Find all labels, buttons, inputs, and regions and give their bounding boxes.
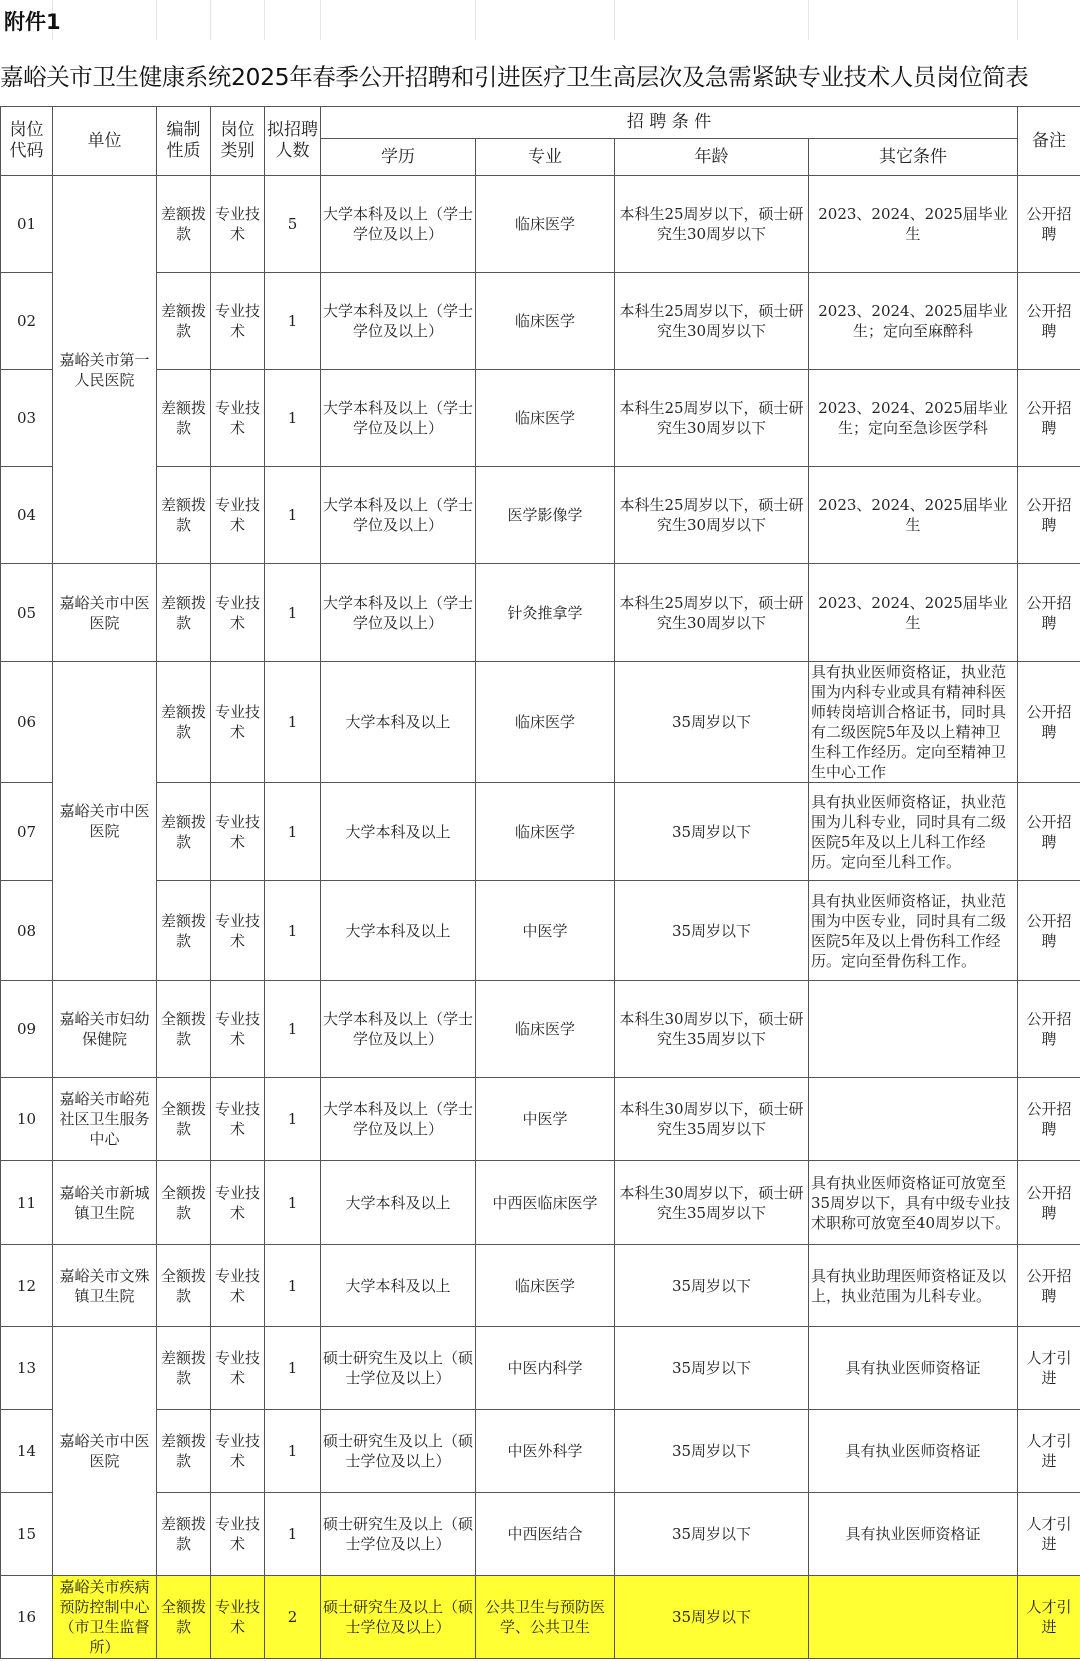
table-row — [1, 370, 1080, 467]
cell-count: 1 — [265, 1493, 321, 1576]
cell-category: 专业技术 — [211, 1161, 265, 1245]
cell-major: 临床医学 — [476, 981, 615, 1078]
cell-remark: 人才引进 — [1018, 1327, 1080, 1410]
cell-age: 35周岁以下 — [615, 1327, 809, 1410]
cell-remark: 人才引进 — [1018, 1410, 1080, 1493]
positions-table — [0, 106, 1080, 1659]
table-row — [1, 564, 1080, 662]
cell-count: 1 — [265, 1410, 321, 1493]
cell-education: 大学本科及以上（学士学位及以上） — [321, 1078, 476, 1161]
cell-remark: 人才引进 — [1018, 1493, 1080, 1576]
cell-other: 具有执业医师资格证，执业范围为儿科专业，同时具有二级医院5年及以上儿科工作经历。定向至儿科工作。 — [809, 783, 1018, 881]
cell-major: 针灸推拿学 — [476, 564, 615, 662]
cell-category: 专业技术 — [211, 783, 265, 881]
table-row — [1, 176, 1080, 273]
cell-education: 大学本科及以上（学士学位及以上） — [321, 370, 476, 467]
cell-other: 具有执业医师资格证 — [809, 1327, 1018, 1410]
cell-other: 2023、2024、2025届毕业生 — [809, 564, 1018, 662]
cell-nature: 全额拨款 — [157, 1161, 211, 1245]
cell-count: 1 — [265, 1327, 321, 1410]
table-row — [1, 662, 1080, 783]
cell-category: 专业技术 — [211, 1078, 265, 1161]
cell-code: 05 — [1, 564, 53, 662]
table-row — [1, 1576, 1080, 1659]
cell-remark: 公开招聘 — [1018, 1161, 1080, 1245]
cell-age: 35周岁以下 — [615, 783, 809, 881]
table-row — [1, 467, 1080, 564]
cell-education: 硕士研究生及以上（硕士学位及以上） — [321, 1327, 476, 1410]
table-row — [1, 1161, 1080, 1245]
cell-category: 专业技术 — [211, 1327, 265, 1410]
cell-nature: 差额拨款 — [157, 273, 211, 370]
cell-count: 1 — [265, 1078, 321, 1161]
header-remark: 备注 — [1018, 107, 1080, 176]
cell-unit: 嘉峪关市中医医院 — [53, 564, 157, 662]
cell-major: 临床医学 — [476, 662, 615, 783]
cell-other: 2023、2024、2025届毕业生 — [809, 467, 1018, 564]
cell-age: 本科生30周岁以下，硕士研究生35周岁以下 — [615, 981, 809, 1078]
cell-remark: 公开招聘 — [1018, 783, 1080, 881]
page-title: 嘉峪关市卫生健康系统2025年春季公开招聘和引进医疗卫生高层次及急需紧缺专业技术人员岗位简表 — [0, 63, 1029, 91]
cell-other — [809, 981, 1018, 1078]
cell-unit: 嘉峪关市峪苑社区卫生服务中心 — [53, 1078, 157, 1161]
cell-category: 专业技术 — [211, 1410, 265, 1493]
cell-count: 1 — [265, 783, 321, 881]
cell-nature: 差额拨款 — [157, 176, 211, 273]
cell-education: 硕士研究生及以上（硕士学位及以上） — [321, 1410, 476, 1493]
cell-code: 13 — [1, 1327, 53, 1410]
table-row — [1, 783, 1080, 881]
cell-age: 本科生25周岁以下，硕士研究生30周岁以下 — [615, 176, 809, 273]
cell-other: 具有执业医师资格证 — [809, 1493, 1018, 1576]
cell-age: 本科生25周岁以下，硕士研究生30周岁以下 — [615, 370, 809, 467]
cell-code: 15 — [1, 1493, 53, 1576]
cell-category: 专业技术 — [211, 176, 265, 273]
cell-major: 中西医结合 — [476, 1493, 615, 1576]
cell-nature: 差额拨款 — [157, 881, 211, 981]
cell-other: 具有执业医师资格证 — [809, 1410, 1018, 1493]
cell-major: 中医外科学 — [476, 1410, 615, 1493]
cell-code: 06 — [1, 662, 53, 783]
cell-nature: 全额拨款 — [157, 1576, 211, 1659]
table-row — [1, 1245, 1080, 1327]
cell-remark: 公开招聘 — [1018, 1245, 1080, 1327]
cell-unit: 嘉峪关市第一人民医院 — [53, 176, 157, 564]
cell-major: 中医学 — [476, 1078, 615, 1161]
cell-nature: 差额拨款 — [157, 467, 211, 564]
cell-code: 09 — [1, 981, 53, 1078]
cell-education: 大学本科及以上 — [321, 881, 476, 981]
cell-nature: 全额拨款 — [157, 1078, 211, 1161]
header-major: 专业 — [476, 139, 615, 176]
cell-age: 35周岁以下 — [615, 662, 809, 783]
cell-nature: 差额拨款 — [157, 1327, 211, 1410]
cell-remark: 人才引进 — [1018, 1576, 1080, 1659]
header-conditions: 招 聘 条 件 — [321, 107, 1018, 139]
cell-other: 2023、2024、2025届毕业生；定向至麻醉科 — [809, 273, 1018, 370]
cell-nature: 全额拨款 — [157, 981, 211, 1078]
header-other: 其它条件 — [809, 139, 1018, 176]
cell-remark: 公开招聘 — [1018, 662, 1080, 783]
cell-education: 大学本科及以上（学士学位及以上） — [321, 564, 476, 662]
cell-count: 1 — [265, 370, 321, 467]
table-row — [1, 1078, 1080, 1161]
cell-category: 专业技术 — [211, 662, 265, 783]
cell-count: 1 — [265, 467, 321, 564]
cell-major: 公共卫生与预防医学、公共卫生 — [476, 1576, 615, 1659]
cell-category: 专业技术 — [211, 273, 265, 370]
cell-category: 专业技术 — [211, 370, 265, 467]
cell-count: 5 — [265, 176, 321, 273]
cell-education: 大学本科及以上（学士学位及以上） — [321, 981, 476, 1078]
cell-major: 中西医临床医学 — [476, 1161, 615, 1245]
cell-count: 1 — [265, 981, 321, 1078]
cell-count: 1 — [265, 881, 321, 981]
cell-unit: 嘉峪关市文殊镇卫生院 — [53, 1245, 157, 1327]
cell-other: 具有执业医师资格证可放宽至35周岁以下，具有中级专业技术职称可放宽至40周岁以下。 — [809, 1161, 1018, 1245]
cell-education: 大学本科及以上（学士学位及以上） — [321, 176, 476, 273]
table-row — [1, 1493, 1080, 1576]
cell-count: 1 — [265, 1245, 321, 1327]
table-row — [1, 273, 1080, 370]
header-code: 岗位代码 — [1, 107, 53, 176]
header-nature: 编制性质 — [157, 107, 211, 176]
cell-code: 16 — [1, 1576, 53, 1659]
cell-remark: 公开招聘 — [1018, 467, 1080, 564]
header-count: 拟招聘人数 — [265, 107, 321, 176]
cell-education: 硕士研究生及以上（硕士学位及以上） — [321, 1493, 476, 1576]
header-age: 年龄 — [615, 139, 809, 176]
cell-age: 35周岁以下 — [615, 1576, 809, 1659]
cell-category: 专业技术 — [211, 467, 265, 564]
header-unit: 单位 — [53, 107, 157, 176]
header-category: 岗位类别 — [211, 107, 265, 176]
cell-count: 1 — [265, 564, 321, 662]
cell-nature: 全额拨款 — [157, 1245, 211, 1327]
cell-education: 大学本科及以上（学士学位及以上） — [321, 467, 476, 564]
cell-age: 35周岁以下 — [615, 1410, 809, 1493]
cell-count: 1 — [265, 662, 321, 783]
cell-other — [809, 1078, 1018, 1161]
cell-major: 医学影像学 — [476, 467, 615, 564]
cell-other — [809, 1576, 1018, 1659]
cell-nature: 差额拨款 — [157, 564, 211, 662]
cell-other: 2023、2024、2025届毕业生 — [809, 176, 1018, 273]
cell-age: 本科生30周岁以下，硕士研究生35周岁以下 — [615, 1078, 809, 1161]
cell-other: 具有执业助理医师资格证及以上，执业范围为儿科专业。 — [809, 1245, 1018, 1327]
cell-category: 专业技术 — [211, 981, 265, 1078]
cell-age: 本科生25周岁以下，硕士研究生30周岁以下 — [615, 564, 809, 662]
cell-remark: 公开招聘 — [1018, 981, 1080, 1078]
cell-other: 2023、2024、2025届毕业生；定向至急诊医学科 — [809, 370, 1018, 467]
cell-category: 专业技术 — [211, 564, 265, 662]
cell-code: 01 — [1, 176, 53, 273]
cell-unit: 嘉峪关市中医医院 — [53, 662, 157, 981]
cell-code: 14 — [1, 1410, 53, 1493]
cell-major: 临床医学 — [476, 370, 615, 467]
table-row — [1, 981, 1080, 1078]
cell-code: 11 — [1, 1161, 53, 1245]
cell-major: 临床医学 — [476, 783, 615, 881]
cell-nature: 差额拨款 — [157, 370, 211, 467]
cell-nature: 差额拨款 — [157, 1493, 211, 1576]
cell-age: 35周岁以下 — [615, 1245, 809, 1327]
cell-code: 08 — [1, 881, 53, 981]
cell-age: 本科生25周岁以下，硕士研究生30周岁以下 — [615, 273, 809, 370]
cell-major: 中医学 — [476, 881, 615, 981]
header-education: 学历 — [321, 139, 476, 176]
cell-nature: 差额拨款 — [157, 1410, 211, 1493]
cell-age: 35周岁以下 — [615, 1493, 809, 1576]
cell-nature: 差额拨款 — [157, 662, 211, 783]
cell-other: 具有执业医师资格证，执业范围为内科专业或具有精神科医师转岗培训合格证书，同时具有二级医院5年及以上精神卫生科工作经历。定向至精神卫生中心工作 — [809, 662, 1018, 783]
cell-code: 03 — [1, 370, 53, 467]
cell-category: 专业技术 — [211, 1493, 265, 1576]
cell-age: 本科生25周岁以下，硕士研究生30周岁以下 — [615, 467, 809, 564]
cell-unit: 嘉峪关市妇幼保健院 — [53, 981, 157, 1078]
cell-code: 12 — [1, 1245, 53, 1327]
cell-education: 大学本科及以上（学士学位及以上） — [321, 273, 476, 370]
table-row — [1, 881, 1080, 981]
cell-remark: 公开招聘 — [1018, 370, 1080, 467]
cell-code: 07 — [1, 783, 53, 881]
cell-category: 专业技术 — [211, 1576, 265, 1659]
cell-category: 专业技术 — [211, 1245, 265, 1327]
table-row — [1, 1410, 1080, 1493]
cell-major: 临床医学 — [476, 273, 615, 370]
cell-code: 02 — [1, 273, 53, 370]
cell-major: 临床医学 — [476, 176, 615, 273]
cell-nature: 差额拨款 — [157, 783, 211, 881]
cell-category: 专业技术 — [211, 881, 265, 981]
cell-education: 大学本科及以上 — [321, 662, 476, 783]
cell-unit: 嘉峪关市疾病预防控制中心（市卫生监督所） — [53, 1576, 157, 1659]
cell-remark: 公开招聘 — [1018, 881, 1080, 981]
attachment-label: 附件1 — [4, 10, 61, 34]
cell-education: 大学本科及以上 — [321, 1245, 476, 1327]
cell-unit: 嘉峪关市中医医院 — [53, 1327, 157, 1576]
cell-count: 1 — [265, 273, 321, 370]
cell-major: 临床医学 — [476, 1245, 615, 1327]
cell-education: 硕士研究生及以上（硕士学位及以上） — [321, 1576, 476, 1659]
header-row — [1, 107, 1080, 139]
cell-age: 35周岁以下 — [615, 881, 809, 981]
cell-count: 1 — [265, 1161, 321, 1245]
cell-age: 本科生30周岁以下，硕士研究生35周岁以下 — [615, 1161, 809, 1245]
cell-remark: 公开招聘 — [1018, 176, 1080, 273]
cell-education: 大学本科及以上 — [321, 1161, 476, 1245]
cell-major: 中医内科学 — [476, 1327, 615, 1410]
cell-education: 大学本科及以上 — [321, 783, 476, 881]
cell-remark: 公开招聘 — [1018, 273, 1080, 370]
cell-remark: 公开招聘 — [1018, 1078, 1080, 1161]
cell-code: 10 — [1, 1078, 53, 1161]
cell-code: 04 — [1, 467, 53, 564]
cell-count: 2 — [265, 1576, 321, 1659]
sheet-gridlines — [0, 0, 1080, 40]
table-row — [1, 1327, 1080, 1410]
cell-remark: 公开招聘 — [1018, 564, 1080, 662]
cell-other: 具有执业医师资格证，执业范围为中医专业，同时具有二级医院5年及以上骨伤科工作经历。定向至骨伤科工作。 — [809, 881, 1018, 981]
cell-unit: 嘉峪关市新城镇卫生院 — [53, 1161, 157, 1245]
